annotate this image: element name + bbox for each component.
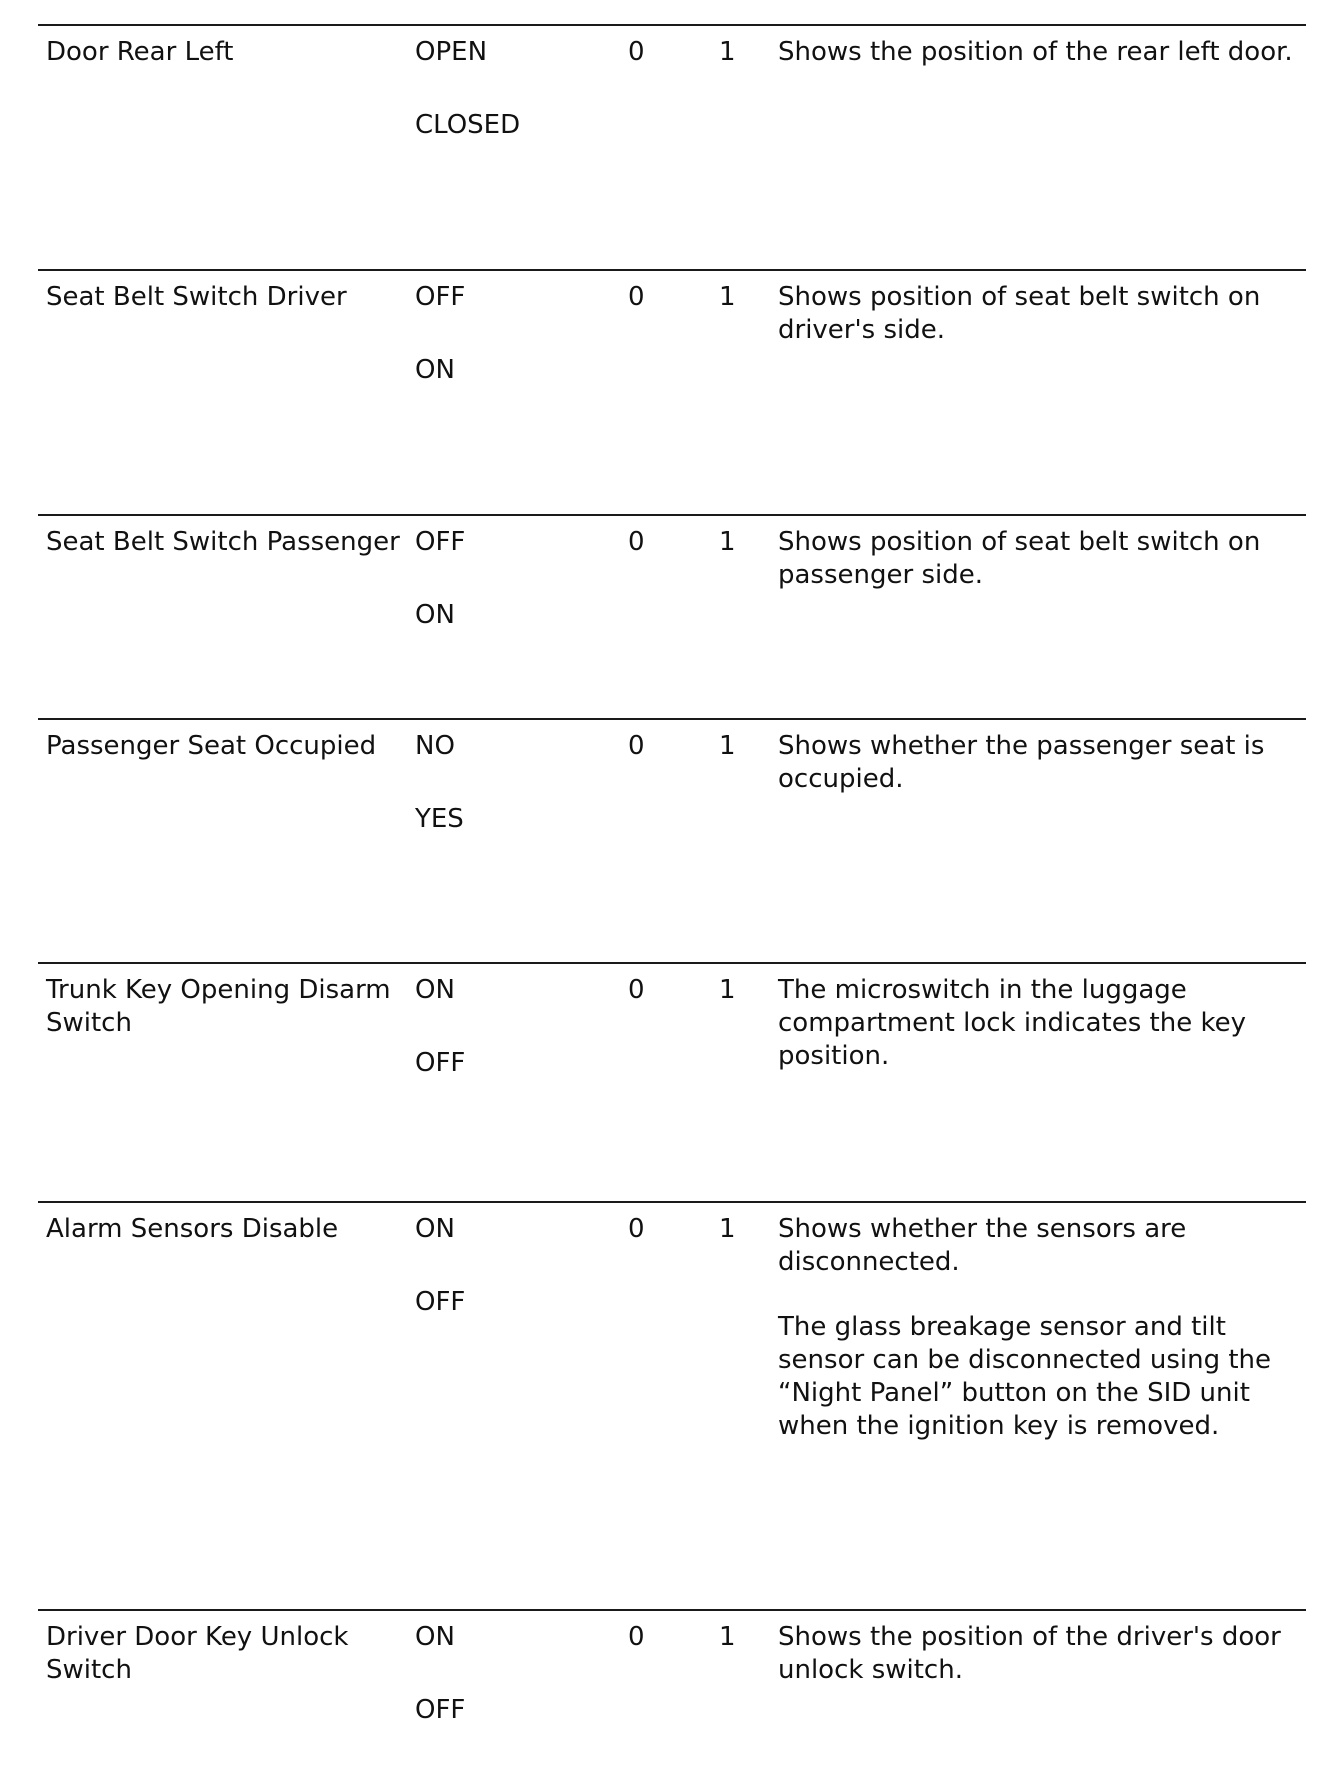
description-paragraph: Shows the position of the rear left door. [778,37,1293,67]
state-value: OFF [415,282,466,312]
state-value: YES [415,804,464,834]
state-value: CLOSED [415,110,521,140]
state-value: OFF [415,1695,466,1725]
description-paragraph: Shows whether the sensors are disconnected. [778,1214,1187,1277]
signal-description [778,526,1306,624]
state-value: OFF [415,1048,466,1078]
signal-states [415,281,575,427]
description-paragraph: The glass breakage sensor and tilt sensor can be disconnected using the “Night Panel” button on the SID unit when the ignition key is removed. [778,1312,1272,1441]
signal-states [415,974,575,1120]
min-value: 0 [628,282,645,312]
signal-name: Seat Belt Switch Passenger [46,527,400,557]
state-value: ON [415,1214,455,1244]
signal-states [415,36,575,182]
max-value: 1 [719,1622,736,1652]
description-paragraph: Shows position of seat belt switch on driver's side. [778,282,1261,345]
state-value: OFF [415,1287,466,1317]
signal-description [778,974,1306,1105]
description-paragraph: Shows the position of the driver's door unlock switch. [778,1622,1281,1685]
max-value: 1 [719,527,736,557]
min-value: 0 [628,975,645,1005]
table-row [38,514,1306,718]
signal-name: Trunk Key Opening Disarm Switch [46,975,391,1038]
signal-description [778,36,1306,101]
state-value: ON [415,600,455,630]
signal-name: Door Rear Left [46,37,234,67]
signal-name: Driver Door Key Unlock Switch [46,1622,349,1685]
min-value: 0 [628,1214,645,1244]
signal-states [415,730,575,876]
signal-description [778,730,1306,828]
max-value: 1 [719,731,736,761]
min-value: 0 [628,37,645,67]
table-row [38,962,1306,1201]
signal-description [778,1621,1306,1719]
state-value: ON [415,975,455,1005]
description-paragraph: The microswitch in the luggage compartment lock indicates the key position. [778,975,1246,1071]
signal-name: Alarm Sensors Disable [46,1214,339,1244]
signal-states [415,1621,575,1767]
signal-name: Passenger Seat Occupied [46,731,377,761]
state-value: OPEN [415,37,488,67]
table-row [38,1201,1306,1609]
table-row [38,24,1306,269]
max-value: 1 [719,1214,736,1244]
state-value: ON [415,355,455,385]
signal-table [38,24,1306,1739]
description-paragraph: Shows whether the passenger seat is occupied. [778,731,1265,794]
table-row [38,1609,1306,1739]
signal-description [778,281,1306,379]
description-paragraph: Shows position of seat belt switch on passenger side. [778,527,1261,590]
min-value: 0 [628,1622,645,1652]
table-row [38,269,1306,514]
max-value: 1 [719,282,736,312]
max-value: 1 [719,975,736,1005]
max-value: 1 [719,37,736,67]
signal-description [778,1213,1306,1475]
signal-name: Seat Belt Switch Driver [46,282,347,312]
state-value: NO [415,731,455,761]
signal-states [415,526,575,672]
table-row [38,718,1306,962]
state-value: OFF [415,527,466,557]
state-value: ON [415,1622,455,1652]
min-value: 0 [628,731,645,761]
signal-states [415,1213,575,1359]
min-value: 0 [628,527,645,557]
